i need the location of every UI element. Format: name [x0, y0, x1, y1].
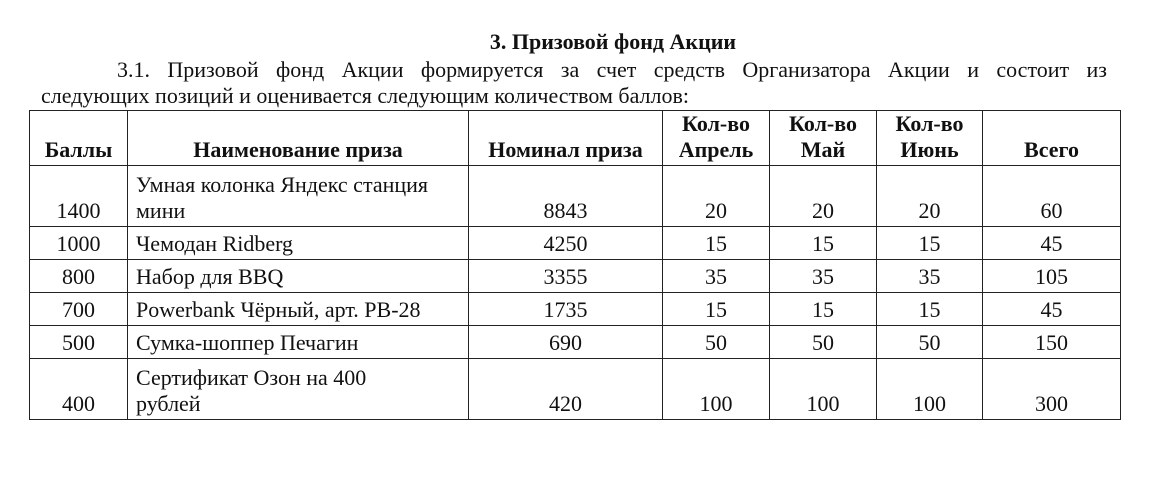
cell-points: 1400: [30, 166, 128, 227]
cell-prize-name: [128, 359, 469, 420]
cell-june: 20: [877, 166, 983, 227]
header-nominal: Номинал приза: [469, 111, 663, 166]
cell-prize-name-line-2: мини: [136, 198, 186, 223]
header-june: [877, 111, 983, 166]
cell-june: 50: [877, 326, 983, 359]
header-june-bottom: Июнь: [900, 137, 959, 162]
cell-nominal: 420: [469, 359, 663, 420]
cell-april: 35: [663, 260, 770, 293]
cell-total: 300: [983, 359, 1121, 420]
cell-june: 15: [877, 293, 983, 326]
cell-total: 150: [983, 326, 1121, 359]
header-may-top: Кол-во: [789, 111, 857, 136]
cell-nominal: 690: [469, 326, 663, 359]
cell-total: 45: [983, 227, 1121, 260]
cell-june: 15: [877, 227, 983, 260]
prize-fund-table: [29, 110, 1121, 420]
header-points: Баллы: [30, 111, 128, 166]
cell-points: 700: [30, 293, 128, 326]
cell-nominal: 1735: [469, 293, 663, 326]
header-may: [770, 111, 877, 166]
header-april: [663, 111, 770, 166]
cell-prize-name: Чемодан Ridberg: [128, 227, 469, 260]
cell-total: 105: [983, 260, 1121, 293]
cell-nominal: 8843: [469, 166, 663, 227]
header-prize-name: Наименование приза: [128, 111, 469, 166]
cell-april: 15: [663, 227, 770, 260]
cell-prize-name: Набор для BBQ: [128, 260, 469, 293]
cell-may: 15: [770, 293, 877, 326]
intro-paragraph-line-2: следующих позиций и оценивается следующим количеством баллов:: [41, 83, 689, 108]
cell-may: 35: [770, 260, 877, 293]
cell-prize-name-line-1: Сертификат Озон на 400: [136, 365, 367, 390]
cell-april: 20: [663, 166, 770, 227]
header-april-top: Кол-во: [682, 111, 750, 136]
cell-may: 50: [770, 326, 877, 359]
table-row: [30, 260, 1121, 293]
header-april-bottom: Апрель: [678, 137, 754, 162]
cell-april: 15: [663, 293, 770, 326]
cell-april: 100: [663, 359, 770, 420]
cell-total: 60: [983, 166, 1121, 227]
table-row: [30, 359, 1121, 420]
cell-june: 100: [877, 359, 983, 420]
table-header-row: [30, 111, 1121, 166]
table-row: [30, 326, 1121, 359]
cell-points: 800: [30, 260, 128, 293]
header-total: Всего: [983, 111, 1121, 166]
cell-prize-name: [128, 166, 469, 227]
table-row: [30, 293, 1121, 326]
table-row: [30, 227, 1121, 260]
table-row: [30, 166, 1121, 227]
cell-may: 15: [770, 227, 877, 260]
cell-points: 1000: [30, 227, 128, 260]
cell-april: 50: [663, 326, 770, 359]
cell-prize-name: Сумка-шоппер Печагин: [128, 326, 469, 359]
cell-nominal: 3355: [469, 260, 663, 293]
cell-may: 20: [770, 166, 877, 227]
cell-nominal: 4250: [469, 227, 663, 260]
intro-paragraph: [41, 57, 1107, 109]
cell-total: 45: [983, 293, 1121, 326]
section-title: 3. Призовой фонд Акции: [489, 29, 737, 54]
cell-prize-name-line-2: рублей: [136, 391, 201, 416]
header-may-bottom: Май: [800, 137, 846, 162]
cell-points: 400: [30, 359, 128, 420]
cell-prize-name-line-1: Умная колонка Яндекс станция: [136, 172, 429, 197]
cell-prize-name: Powerbank Чёрный, арт. PB-28: [128, 293, 469, 326]
cell-points: 500: [30, 326, 128, 359]
cell-june: 35: [877, 260, 983, 293]
cell-may: 100: [770, 359, 877, 420]
header-june-top: Кол-во: [895, 111, 964, 136]
intro-paragraph-line-1: 3.1. Призовой фонд Акции формируется за счет средств Организатора Акции и состоит из: [117, 57, 1107, 82]
